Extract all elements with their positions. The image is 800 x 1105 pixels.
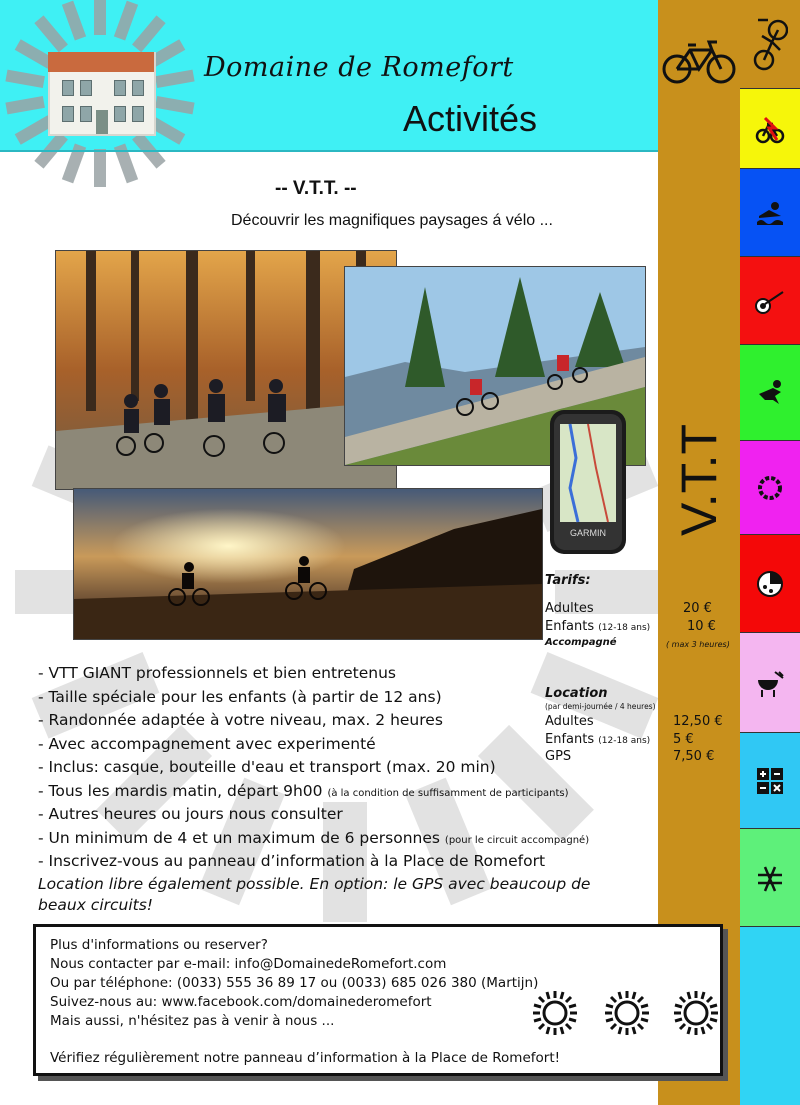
bike-icon-small [752, 16, 788, 72]
house-logo [48, 52, 156, 136]
contact-facebook[interactable]: Suivez-nous au: www.facebook.com/domainederomefort [50, 994, 432, 1010]
location-note: (par demi-journée / 4 heures) [545, 702, 656, 711]
location-children-label: Enfants [545, 732, 595, 747]
list-item: - Autres heures ou jours nous consulter [38, 805, 343, 823]
tab-swimming[interactable] [740, 168, 800, 256]
list-item: - Inscrivez-vous au panneau d’information à la Place de Romefort [38, 852, 546, 870]
section-subtitle: Découvrir les magnifiques paysages á vélo ... [231, 212, 553, 229]
tarif-adults-price: 20 € [683, 601, 712, 616]
list-item: - Un minimum de 4 et un maximum de 6 personnes (pour le circuit accompagné) [38, 828, 590, 847]
page-title: Activités [403, 98, 538, 139]
running-icon [755, 378, 785, 408]
contact-line-5: Mais aussi, n'hésitez pas à venir à nous ... [50, 1013, 335, 1029]
location-gps-price: 7,50 € [673, 749, 715, 764]
bike-icon [755, 114, 785, 144]
list-item: - Randonnée adaptée à votre niveau, max. 2 heures [38, 711, 443, 729]
location-children-age: (12-18 ans) [598, 736, 651, 746]
location-adults-label: Adultes [545, 714, 594, 729]
vertical-label [664, 420, 734, 540]
tarif-children-label: Enfants [545, 619, 595, 634]
sun-icon [672, 989, 720, 1037]
tab-picnic[interactable] [740, 828, 800, 926]
feature-list [38, 663, 589, 875]
contact-email[interactable]: Nous contacter par e-mail: info@DomainedeRomefort.com [50, 956, 447, 972]
garmin-gps-photo [548, 408, 628, 556]
list-item: - Tous les mardis matin, départ 9h00 (à la condition de suffisamment de participants) [38, 781, 569, 800]
contact-phone[interactable]: Ou par téléphone: (0033) 555 36 89 17 ou (0033) 685 026 380 (Martijn) [50, 975, 539, 991]
tab-barbecue[interactable] [740, 632, 800, 732]
tarif-children-row [545, 619, 650, 634]
tarif-adults-label: Adultes [545, 601, 594, 616]
swimming-icon [755, 198, 785, 228]
tarif-accompanied-label: Accompagné [545, 637, 617, 648]
svg-text:GARMIN: GARMIN [570, 528, 606, 538]
sunset-cyclists-photo [73, 488, 543, 640]
contact-notice: Vérifiez régulièrement notre panneau d’information à la Place de Romefort! [50, 1050, 561, 1066]
section-title: -- V.T.T. -- [275, 178, 357, 199]
brand-name: Domaine de Romefort [204, 52, 514, 83]
contact-line-1: Plus d'informations ou reserver? [50, 937, 268, 953]
tab-games[interactable] [740, 732, 800, 828]
bike-icon [662, 36, 736, 86]
archery-icon [755, 286, 785, 316]
ring-icon [755, 473, 785, 503]
tab-pizza[interactable] [740, 534, 800, 632]
games-icon [755, 766, 785, 796]
contact-box [33, 924, 723, 1076]
location-children-price: 5 € [673, 732, 694, 747]
tarifs-title: Tarifs: [545, 573, 591, 588]
location-adults-price: 12,50 € [673, 714, 723, 729]
tarif-accompanied-note: ( max 3 heures) [666, 640, 730, 649]
location-gps-label: GPS [545, 749, 572, 764]
tab-extra[interactable] [740, 926, 800, 1105]
pizza-icon [755, 569, 785, 599]
tarif-children-age: (12-18 ans) [598, 623, 651, 633]
list-item: - Taille spéciale pour les enfants (à partir de 12 ans) [38, 687, 442, 706]
svg-text:V.T.T: V.T.T [671, 423, 727, 537]
barbecue-icon [755, 668, 785, 698]
header-banner [0, 0, 658, 152]
tab-ring[interactable] [740, 440, 800, 534]
list-item: - VTT GIANT professionnels et bien entretenus [38, 664, 396, 682]
tab-cycling[interactable] [740, 88, 800, 168]
location-title: Location [545, 686, 608, 701]
sun-icon [603, 989, 651, 1037]
list-item: - Avec accompagnement avec experimenté [38, 734, 376, 753]
list-item: - Inclus: casque, bouteille d'eau et transport (max. 20 min) [38, 758, 496, 776]
tab-running[interactable] [740, 344, 800, 440]
tarif-children-price: 10 € [687, 619, 716, 634]
sun-icon [531, 989, 579, 1037]
picnic-table-icon [755, 863, 785, 893]
free-rental-note: Location libre également possible. En option: le GPS avec beaucoup de beaux circuits! [38, 875, 591, 914]
tab-archery[interactable] [740, 256, 800, 344]
